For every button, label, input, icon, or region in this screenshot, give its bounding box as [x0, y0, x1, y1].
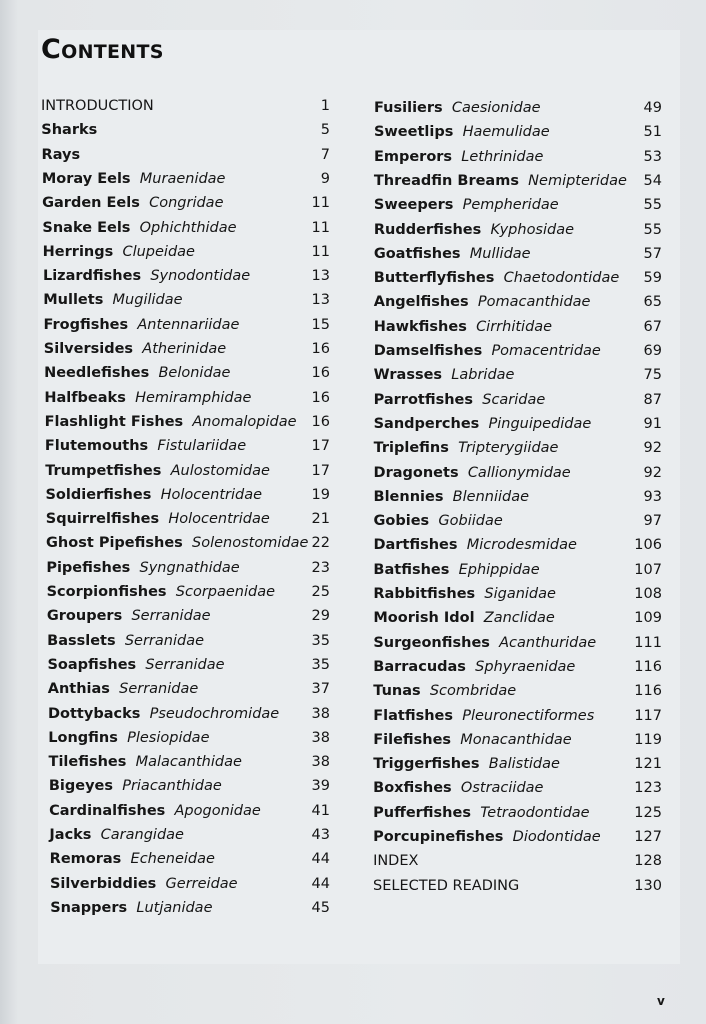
- entry-scientific-name: Ephippidae: [458, 561, 540, 578]
- entry-common-name: Surgeonfishes: [373, 634, 490, 651]
- entry-scientific-name: Gobiidae: [438, 513, 503, 530]
- entry-common-name: Dottybacks: [48, 705, 141, 722]
- entry-page-number: 9: [320, 170, 330, 187]
- entry-common-name: Anthias: [47, 681, 110, 698]
- entry-page-number: 119: [634, 731, 662, 748]
- entry-page-number: 97: [643, 513, 662, 530]
- entry-common-name: Frogfishes: [43, 316, 129, 333]
- toc-entry: [48, 703, 330, 725]
- entry-common-name: Soapfishes: [47, 656, 137, 673]
- toc-entry: [373, 510, 662, 532]
- entry-scientific-name: Carangidae: [100, 827, 184, 843]
- entry-common-name: Angelfishes: [373, 294, 469, 311]
- entry-common-name: Longfins: [48, 729, 118, 746]
- entry-page-number: 16: [311, 389, 330, 406]
- entry-scientific-name: Pleuronectiformes: [462, 707, 595, 724]
- toc-entry: [373, 534, 662, 556]
- entry-page-number: 65: [643, 294, 662, 311]
- entry-common-name: Silverbiddies: [49, 875, 157, 892]
- toc-entry: [42, 192, 330, 214]
- entry-page-number: 38: [311, 729, 330, 746]
- toc-entry: [44, 314, 330, 336]
- entry-common-name: Flashlight Fishes: [44, 413, 184, 430]
- entry-common-name: Scorpionfishes: [46, 584, 167, 600]
- entry-scientific-name: Pseudochromidae: [149, 705, 280, 722]
- entry-scientific-name: Zanclidae: [483, 610, 555, 627]
- entry-common-name: Jacks: [49, 827, 92, 843]
- entry-common-name: Cardinalfishes: [49, 802, 166, 819]
- entry-page-number: 111: [634, 634, 662, 651]
- entry-common-name: Groupers: [46, 608, 123, 625]
- entry-common-name: Butterflyfishes: [373, 270, 495, 287]
- entry-page-number: 43: [311, 827, 330, 843]
- entry-scientific-name: Congridae: [149, 195, 224, 212]
- entry-page-number: 5: [320, 122, 330, 139]
- entry-page-number: 16: [311, 341, 330, 357]
- toc-entry: [45, 460, 330, 482]
- entry-page-number: 44: [311, 875, 330, 892]
- entry-page-number: 25: [311, 584, 330, 600]
- entry-scientific-name: Pomacanthidae: [477, 294, 591, 311]
- entry-scientific-name: Synodontidae: [150, 268, 251, 285]
- toc-entry: [374, 121, 662, 143]
- entry-page-number: 38: [311, 754, 330, 771]
- entry-common-name: Halfbeaks: [44, 389, 126, 406]
- entry-page-number: 107: [634, 561, 662, 578]
- toc-entry: [374, 146, 662, 168]
- entry-scientific-name: Clupeidae: [122, 243, 195, 260]
- entry-scientific-name: Echeneidae: [130, 851, 215, 868]
- entry-scientific-name: Holocentridae: [160, 486, 263, 503]
- entry-common-name: SELECTED READING: [373, 877, 520, 894]
- entry-page-number: 51: [643, 124, 662, 141]
- entry-page-number: 55: [643, 197, 662, 214]
- toc-entry: [374, 462, 662, 484]
- entry-scientific-name: Apogonidae: [174, 802, 261, 819]
- entry-scientific-name: Tetraodontidae: [480, 804, 590, 821]
- entry-scientific-name: Cirrhitidae: [476, 318, 553, 335]
- toc-entry: [374, 97, 662, 119]
- entry-scientific-name: Anomalopidae: [192, 413, 297, 430]
- toc-entry: [374, 194, 662, 216]
- toc-entry: [373, 729, 662, 751]
- entry-common-name: Parrotfishes: [373, 391, 474, 408]
- toc-entry: [44, 338, 330, 360]
- entry-common-name: Snake Eels: [42, 219, 131, 236]
- entry-common-name: Herrings: [42, 243, 114, 260]
- entry-page-number: 123: [634, 780, 662, 797]
- entry-common-name: Damselfishes: [373, 343, 483, 359]
- entry-scientific-name: Tripterygiidae: [458, 440, 559, 457]
- entry-common-name: Snappers: [50, 899, 128, 916]
- entry-page-number: 15: [311, 316, 330, 333]
- toc-entry: [49, 751, 330, 773]
- toc-entry: [44, 387, 330, 409]
- toc-entry: [47, 630, 330, 652]
- toc-entry: [373, 850, 662, 872]
- toc-entry: [43, 265, 330, 287]
- entry-common-name: Moray Eels: [41, 170, 131, 187]
- entry-common-name: Barracudas: [373, 658, 466, 675]
- entry-page-number: 7: [320, 146, 330, 163]
- toc-entry: [374, 267, 662, 289]
- entry-scientific-name: Serranidae: [131, 608, 211, 625]
- entry-common-name: Fusiliers: [374, 100, 443, 116]
- entry-scientific-name: Pempheridae: [462, 197, 559, 214]
- page-title: Contents: [41, 34, 164, 65]
- toc-entry: [374, 170, 662, 192]
- entry-page-number: 121: [634, 756, 662, 773]
- entry-scientific-name: Holocentridae: [168, 511, 270, 528]
- entry-page-number: 92: [643, 440, 662, 457]
- entry-scientific-name: Haemulidae: [462, 124, 550, 141]
- entry-scientific-name: Pomacentridae: [491, 343, 601, 359]
- entry-page-number: 67: [643, 318, 662, 335]
- toc-entry: [49, 775, 330, 797]
- entry-common-name: Moorish Idol: [373, 610, 475, 627]
- entry-page-number: 41: [311, 802, 330, 819]
- toc-entry: [373, 607, 662, 629]
- entry-page-number: 57: [643, 245, 662, 262]
- entry-page-number: 53: [643, 148, 662, 165]
- toc-entry: [374, 389, 662, 411]
- toc-entry: [42, 217, 330, 239]
- entry-common-name: Blennies: [373, 488, 444, 505]
- entry-scientific-name: Fistulariidae: [157, 438, 247, 455]
- entry-page-number: 37: [311, 681, 330, 698]
- entry-common-name: Tunas: [373, 683, 421, 700]
- entry-common-name: Rabbitfishes: [373, 586, 476, 602]
- entry-common-name: Flatfishes: [373, 707, 454, 724]
- toc-entry: [45, 411, 330, 433]
- entry-scientific-name: Syngnathidae: [139, 559, 240, 576]
- entry-scientific-name: Caesionidae: [451, 100, 541, 116]
- entry-scientific-name: Solenostomidae: [192, 535, 309, 552]
- toc-entry: [373, 559, 662, 581]
- entry-page-number: 19: [311, 486, 330, 503]
- entry-scientific-name: Atherinidae: [142, 341, 227, 357]
- entry-common-name: Tilefishes: [48, 754, 127, 771]
- toc-entry: [49, 800, 330, 822]
- entry-page-number: 22: [311, 535, 330, 552]
- entry-common-name: Sandperches: [373, 415, 480, 432]
- entry-common-name: Hawkfishes: [373, 318, 467, 335]
- entry-common-name: Goatfishes: [373, 245, 461, 262]
- entry-common-name: Ghost Pipefishes: [46, 535, 183, 552]
- entry-page-number: 11: [311, 243, 330, 260]
- entry-page-number: 128: [634, 853, 662, 870]
- toc-entry: [374, 486, 662, 508]
- entry-scientific-name: Acanthuridae: [499, 634, 597, 651]
- entry-scientific-name: Microdesmidae: [466, 537, 577, 554]
- entry-scientific-name: Mullidae: [469, 245, 531, 262]
- entry-common-name: Mullets: [43, 292, 104, 309]
- entry-scientific-name: Balistidae: [488, 756, 560, 773]
- entry-page-number: 108: [634, 586, 662, 602]
- entry-page-number: 93: [643, 488, 662, 505]
- toc-entry: [42, 144, 330, 166]
- entry-page-number: 13: [311, 292, 330, 309]
- entry-common-name: Remoras: [49, 851, 122, 868]
- entry-page-number: 87: [643, 391, 662, 408]
- entry-common-name: Porcupinefishes: [373, 829, 504, 845]
- entry-page-number: 21: [311, 511, 330, 528]
- entry-page-number: 45: [311, 899, 330, 916]
- toc-entry: [45, 435, 330, 457]
- page-folio: v: [657, 994, 665, 1008]
- entry-scientific-name: Scombridae: [429, 683, 517, 700]
- entry-scientific-name: Ophichthidae: [139, 219, 237, 236]
- entry-page-number: 54: [643, 172, 662, 189]
- toc-entry: [42, 168, 330, 190]
- entry-common-name: Squirrelfishes: [45, 511, 160, 528]
- entry-scientific-name: Serranidae: [119, 681, 199, 698]
- toc-entry: [374, 437, 662, 459]
- entry-scientific-name: Kyphosidae: [490, 221, 575, 238]
- entry-common-name: Threadfin Breams: [373, 172, 519, 189]
- entry-common-name: Trumpetfishes: [45, 462, 162, 479]
- entry-page-number: 69: [643, 343, 662, 359]
- toc-entry: [47, 654, 330, 676]
- toc-entry: [41, 95, 330, 117]
- entry-scientific-name: Aulostomidae: [170, 462, 270, 479]
- entry-scientific-name: Muraenidae: [139, 170, 226, 187]
- toc-entry: [48, 678, 330, 700]
- entry-common-name: Rudderfishes: [373, 221, 482, 238]
- toc-entry: [50, 873, 330, 895]
- toc-entry: [374, 340, 662, 362]
- entry-common-name: Emperors: [373, 148, 453, 165]
- toc-entry: [49, 824, 330, 846]
- entry-common-name: Dragonets: [373, 464, 459, 481]
- toc-entry: [373, 680, 662, 702]
- entry-page-number: 16: [311, 365, 330, 382]
- entry-scientific-name: Lutjanidae: [136, 899, 213, 916]
- toc-entry: [43, 289, 330, 311]
- toc-entry: [374, 316, 662, 338]
- entry-common-name: Dartfishes: [373, 537, 458, 554]
- entry-page-number: 92: [643, 464, 662, 481]
- entry-common-name: Silversides: [43, 341, 134, 357]
- entry-page-number: 11: [311, 195, 330, 212]
- entry-common-name: Pufferfishes: [373, 804, 471, 821]
- entry-page-number: 35: [311, 656, 330, 673]
- toc-entry: [46, 532, 330, 554]
- entry-scientific-name: Diodontidae: [512, 829, 601, 845]
- entry-scientific-name: Plesiopidae: [127, 729, 210, 746]
- toc-entry: [374, 364, 662, 386]
- entry-common-name: Triggerfishes: [373, 756, 480, 773]
- entry-common-name: INTRODUCTION: [41, 98, 154, 114]
- entry-common-name: Bigeyes: [48, 778, 113, 795]
- entry-scientific-name: Nemipteridae: [528, 172, 627, 189]
- entry-page-number: 49: [643, 100, 662, 116]
- entry-common-name: Pipefishes: [46, 559, 131, 576]
- entry-scientific-name: Chaetodontidae: [503, 270, 620, 287]
- entry-page-number: 44: [311, 851, 330, 868]
- toc-entry: [373, 753, 662, 775]
- entry-common-name: Wrasses: [373, 367, 443, 384]
- toc-entry: [46, 557, 330, 579]
- entry-page-number: 91: [643, 415, 662, 432]
- entry-common-name: Rays: [41, 146, 81, 163]
- entry-scientific-name: Scorpaenidae: [175, 584, 276, 600]
- toc-entry: [50, 848, 330, 870]
- toc-entry: [47, 605, 330, 627]
- entry-page-number: 38: [311, 705, 330, 722]
- entry-page-number: 130: [634, 877, 662, 894]
- entry-scientific-name: Priacanthidae: [122, 778, 222, 795]
- entry-common-name: Basslets: [47, 632, 116, 649]
- entry-page-number: 16: [311, 413, 330, 430]
- entry-page-number: 29: [311, 608, 330, 625]
- entry-common-name: Lizardfishes: [42, 268, 142, 285]
- entry-page-number: 116: [634, 683, 662, 700]
- entry-page-number: 109: [634, 610, 662, 627]
- entry-common-name: Boxfishes: [373, 780, 452, 797]
- entry-scientific-name: Callionymidae: [467, 464, 571, 481]
- entry-scientific-name: Hemiramphidae: [135, 389, 252, 406]
- toc-entry: [373, 656, 662, 678]
- toc-entry: [374, 219, 662, 241]
- toc-entry: [47, 581, 330, 603]
- entry-scientific-name: Siganidae: [484, 586, 556, 602]
- entry-common-name: Sharks: [41, 122, 98, 139]
- entry-common-name: Gobies: [373, 513, 430, 530]
- entry-page-number: 59: [643, 270, 662, 287]
- toc-entry: [373, 802, 662, 824]
- toc-entry: [373, 583, 662, 605]
- entry-page-number: 13: [311, 268, 330, 285]
- entry-common-name: Soldierfishes: [45, 486, 152, 503]
- entry-scientific-name: Sphyraenidae: [475, 658, 576, 675]
- toc-entry: [373, 777, 662, 799]
- entry-page-number: 11: [311, 219, 330, 236]
- toc-entry: [373, 826, 662, 848]
- entry-common-name: Batfishes: [373, 561, 450, 578]
- entry-common-name: Garden Eels: [42, 195, 140, 212]
- entry-page-number: 106: [634, 537, 662, 554]
- toc-entry: [44, 362, 330, 384]
- entry-page-number: 23: [311, 559, 330, 576]
- entry-scientific-name: Belonidae: [158, 365, 231, 382]
- entry-scientific-name: Gerreidae: [165, 875, 238, 892]
- entry-common-name: Sweepers: [373, 197, 454, 214]
- entry-page-number: 125: [634, 804, 662, 821]
- entry-common-name: Filefishes: [373, 731, 452, 748]
- entry-common-name: INDEX: [373, 853, 419, 870]
- toc-entry: [45, 484, 330, 506]
- toc-entry: [373, 632, 662, 654]
- entry-page-number: 127: [634, 829, 662, 845]
- entry-page-number: 39: [311, 778, 330, 795]
- entry-page-number: 117: [634, 707, 662, 724]
- toc-entry: [373, 875, 662, 897]
- toc-entry: [374, 243, 662, 265]
- entry-common-name: Flutemouths: [44, 438, 149, 455]
- entry-page-number: 116: [634, 658, 662, 675]
- entry-scientific-name: Labridae: [451, 367, 515, 384]
- entry-scientific-name: Blenniidae: [452, 488, 530, 505]
- entry-scientific-name: Lethrinidae: [461, 148, 544, 165]
- entry-common-name: Sweetlips: [373, 124, 454, 141]
- entry-page-number: 75: [643, 367, 662, 384]
- entry-scientific-name: Serranidae: [124, 632, 205, 649]
- entry-scientific-name: Serranidae: [145, 656, 225, 673]
- toc-entry: [374, 291, 662, 313]
- entry-common-name: Needlefishes: [44, 365, 150, 382]
- entry-scientific-name: Pinguipedidae: [488, 415, 592, 432]
- entry-common-name: Triplefins: [373, 440, 449, 457]
- toc-entry: [46, 508, 330, 530]
- entry-scientific-name: Antennariidae: [137, 316, 240, 333]
- entry-scientific-name: Mugilidae: [112, 292, 183, 309]
- entry-page-number: 35: [311, 632, 330, 649]
- toc-entry: [373, 705, 662, 727]
- toc-entry: [41, 119, 330, 141]
- entry-page-number: 17: [311, 438, 330, 455]
- entry-scientific-name: Malacanthidae: [135, 754, 242, 771]
- toc-entry: [50, 897, 330, 919]
- toc-entry: [374, 413, 662, 435]
- toc-entry: [43, 241, 330, 263]
- entry-page-number: 17: [311, 462, 330, 479]
- entry-page-number: 1: [320, 98, 330, 114]
- entry-scientific-name: Scaridae: [482, 391, 546, 408]
- toc-entry: [48, 727, 330, 749]
- entry-scientific-name: Ostraciidae: [460, 780, 544, 797]
- entry-scientific-name: Monacanthidae: [460, 731, 572, 748]
- entry-page-number: 55: [643, 221, 662, 238]
